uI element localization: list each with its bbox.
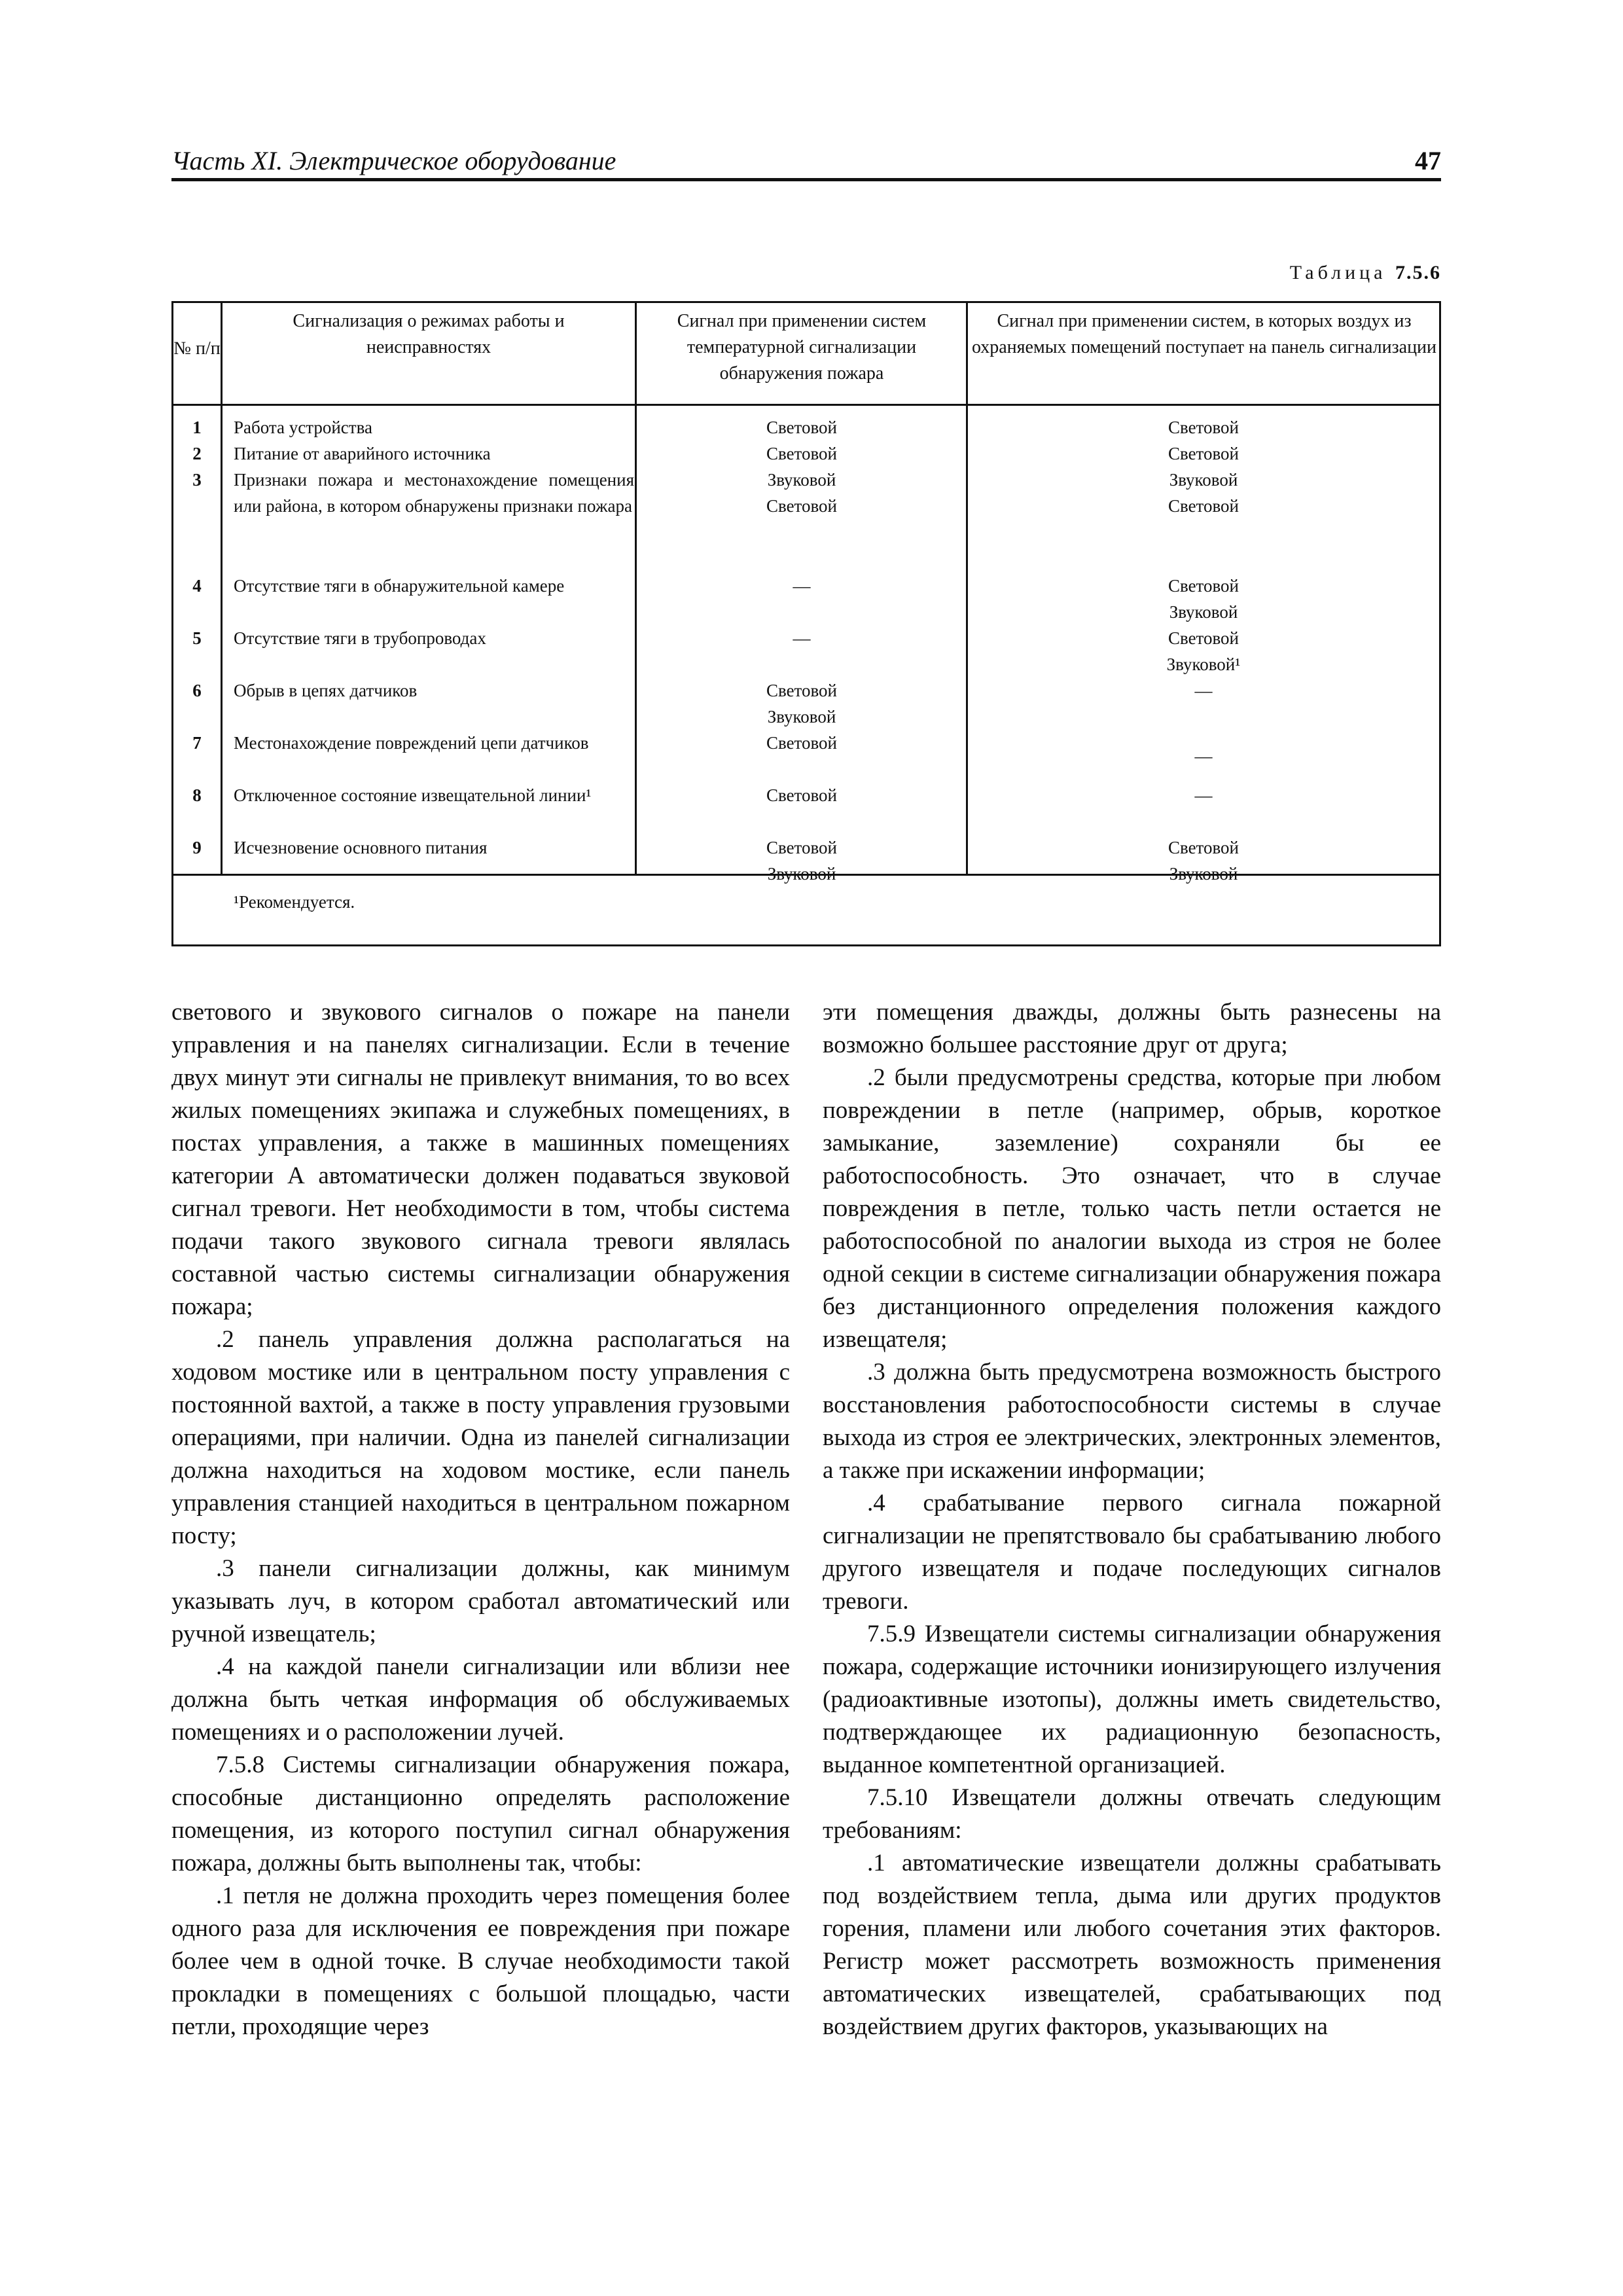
running-header [171, 143, 1441, 183]
row-description: Отсутствие тяги в обнаружительной камере [234, 576, 565, 596]
row-air-signal: — [1194, 785, 1213, 805]
row-description: Исчезновение основного питания [234, 838, 488, 857]
row-air-signal: Световой [1168, 444, 1240, 463]
paragraph: 7.5.10 Извещатели должны отвечать следующим требованиям: [823, 1784, 1441, 1844]
row-number: 6 [192, 681, 202, 700]
row-air-signal: Световой Звуковой¹ [1166, 628, 1241, 674]
row-number: 3 [192, 470, 202, 490]
header-temp: Сигнал при применении систем температурной сигнализации обнаружения пожара [677, 311, 927, 384]
paragraph: .4 на каждой панели сигнализации или вблизи нее должна быть четкая информация об обслуживаемых помещениях и о расположении лучей. [171, 1653, 790, 1746]
right-text-column [823, 996, 1441, 2043]
row-number: 2 [192, 444, 202, 463]
paragraph: .3 должна быть предусмотрена возможность быстрого восстановления работоспособности системы в случае выхода из строя ее электрических, электронных элементов, а также при искажении информации; [823, 1359, 1441, 1484]
header-rule [171, 178, 1441, 181]
row-air-signal: Световой Звуковой [1168, 576, 1240, 622]
paragraph: .1 петля не должна проходить через помещения более одного раза для исключения ее повреждения при пожаре более чем в одной точке. В случае необходимости такой прокладки в помещениях с большой площадью, части петли, проходящие через [171, 1882, 790, 2040]
row-description: Отсутствие тяги в трубопроводах [234, 628, 486, 648]
row-description: Питание от аварийного источника [234, 444, 491, 463]
row-number: 5 [192, 628, 202, 648]
paragraph: светового и звукового сигналов о пожаре на панели управления и на панелях сигнализации. Если в течение двух минут эти сигналы не привлекут внимания, то во всех жилых помещениях экипажа и служебных помещениях, в постах управления, а также в машинных помещениях категории А автоматически должен подаваться звуковой сигнал тревоги. Нет необходимости в том, чтобы система подачи такого звукового сигнала тревоги являлась составной частью системы сигнализации обнаружения пожара; [171, 999, 790, 1320]
row-air-signal: — [1194, 746, 1213, 766]
row-number: 1 [192, 418, 202, 437]
paragraph: .1 автоматические извещатели должны срабатывать под воздействием тепла, дыма или других продуктов горения, пламени или любого сочетания этих факторов. Регистр может рассмотреть возможность применения автоматических извещателей, срабатывающих под воздействием других факторов, указывающих на [823, 1850, 1441, 2040]
row-number: 4 [192, 576, 202, 596]
row-air-signal: — [1194, 681, 1213, 700]
row-description: Работа устройства [234, 418, 372, 437]
paragraph: .4 срабатывание первого сигнала пожарной сигнализации не препятствовало бы срабатыванию любого другого извещателя и подаче последующих сигналов тревоги. [823, 1490, 1441, 1615]
paragraph: .2 панель управления должна располагаться на ходовом мостике или в центральном посту управления с постоянной вахтой, а также в посту управления грузовыми операциями, при наличии. Одна из панелей сигнализации должна находиться на ходовом мостике, если панель управления станцией находиться в центральном пожарном посту; [171, 1326, 790, 1549]
paragraph: .2 были предусмотрены средства, которые при любом повреждении в петле (например, обрыв, короткое замыкание, заземление) сохраняли бы ее работоспособность. Это означает, что в случае повреждения в петле, только часть петли остается не работоспособной по аналогии выхода из строя не более одной секции в системе сигнализации обнаружения пожара без дистанционного определения положения каждого извещателя; [823, 1064, 1441, 1353]
row-air-signal: Световой Звуковой [1168, 838, 1240, 884]
paragraph: .3 панели сигнализации должны, как минимум указывать луч, в котором сработал автоматический или ручной извещатель; [171, 1555, 790, 1647]
left-text-column [171, 996, 790, 2043]
table-caption-prefix: Таблица [1289, 262, 1387, 283]
row-temp-signal: Световой [766, 444, 838, 463]
row-temp-signal: Световой Звуковой [766, 838, 838, 884]
row-temp-signal: Световой [766, 785, 838, 805]
page-number: 47 [1415, 146, 1441, 175]
header-air: Сигнал при применении систем, в которых воздух из охраняемых помещений поступает на панель сигнализации [971, 311, 1437, 357]
row-air-signal: Световой [1168, 418, 1240, 437]
row-temp-signal: Световой [766, 733, 838, 753]
paragraph: 7.5.8 Системы сигнализации обнаружения пожара, способные дистанционно определять расположение помещения, из которого поступил сигнал обнаружения пожара, должны быть выполнены так, чтобы: [171, 1751, 790, 1876]
row-description: Признаки пожара и местонахождение помещения или района, в котором обнаружены признаки пожара [234, 470, 634, 516]
row-temp-signal: Световой [766, 418, 838, 437]
table-vline [221, 303, 223, 874]
row-description: Обрыв в цепях датчиков [234, 681, 418, 700]
row-air-signal: Звуковой Световой [1168, 470, 1240, 516]
table-footnote: ¹Рекомендуется. [234, 892, 355, 912]
row-number: 7 [192, 733, 202, 753]
header-num: № п/п [173, 338, 221, 359]
table-caption [1290, 262, 1441, 284]
row-description: Отключенное состояние извещательной линии¹ [234, 785, 592, 805]
row-temp-signal: Звуковой Световой [766, 470, 838, 516]
signal-table [171, 301, 1441, 946]
row-temp-signal: — [793, 576, 811, 596]
row-number: 8 [192, 785, 202, 805]
row-number: 9 [192, 838, 202, 857]
paragraph: 7.5.9 Извещатели системы сигнализации обнаружения пожара, содержащие источники ионизирующего излучения (радиоактивные изотопы), должны иметь свидетельство, подтверждающее их радиационную безопасность, выданное компетентной организацией. [823, 1621, 1441, 1778]
table-header-rule [173, 404, 1439, 406]
row-temp-signal: — [793, 628, 811, 648]
paragraph: эти помещения дважды, должны быть разнесены на возможно большее расстояние друг от друга; [823, 999, 1441, 1058]
header-title: Часть XI. Электрическое оборудование [171, 146, 616, 175]
header-signal: Сигнализация о режимах работы и неисправностях [293, 311, 565, 357]
row-description: Местонахождение повреждений цепи датчиков [234, 733, 589, 753]
table-vline [635, 303, 637, 874]
table-caption-number: 7.5.6 [1395, 262, 1441, 283]
row-temp-signal: Световой Звуковой [766, 681, 838, 726]
